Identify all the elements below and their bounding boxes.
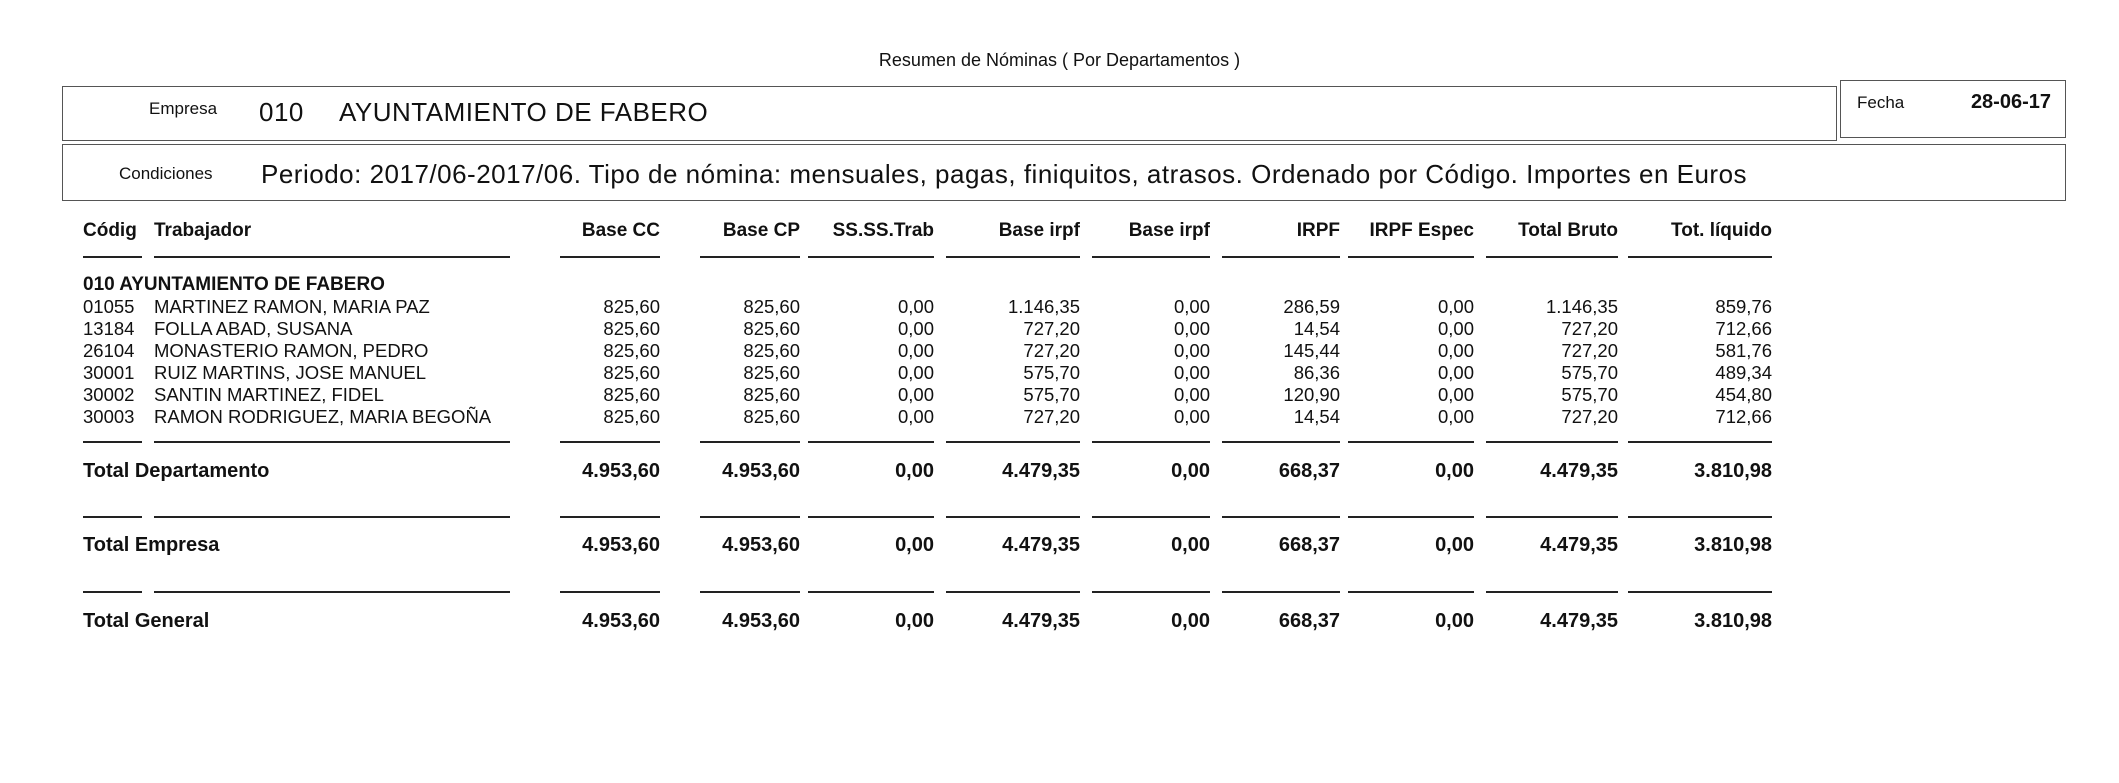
underline-2-1 [154,516,510,518]
cell-value: 0,00 [897,384,934,405]
cell-value: 727,20 [1023,318,1080,339]
cell-codigo: 01055 [83,296,135,317]
underline-1-1 [154,441,510,443]
cell-value: 727,20 [1023,340,1080,361]
cell-value: 825,60 [743,318,800,339]
underline-3-9 [1486,591,1618,593]
cell-codigo: 30002 [83,384,135,405]
total-value: 4.953,60 [582,460,660,482]
total-value: 4.479,35 [1002,460,1080,482]
underline-2-0 [83,516,142,518]
cell-value: 0,00 [897,362,934,383]
cell-value: 825,60 [603,384,660,405]
table-row [0,296,2119,318]
cell-value: 825,60 [603,362,660,383]
cell-trabajador: FOLLA ABAD, SUSANA [154,318,353,339]
total-value: 3.810,98 [1694,610,1772,632]
empresa-name: AYUNTAMIENTO DE FABERO [339,97,709,127]
underline-0-7 [1222,256,1340,258]
cell-value: 14,54 [1293,318,1340,339]
underline-2-8 [1348,516,1474,518]
col-ss-trab: SS.SS.Trab [832,220,934,241]
cell-value: 0,00 [1437,406,1474,427]
cell-value: 0,00 [1173,362,1210,383]
total-value: 4.953,60 [582,534,660,556]
underline-3-6 [1092,591,1210,593]
underline-2-9 [1486,516,1618,518]
cell-value: 727,20 [1561,406,1618,427]
total-value: 4.953,60 [722,610,800,632]
underline-3-1 [154,591,510,593]
cell-value: 120,90 [1283,384,1340,405]
underline-0-10 [1628,256,1772,258]
cell-value: 0,00 [897,340,934,361]
condiciones-text: Periodo: 2017/06-2017/06. Tipo de nómina: mensuales, pagas, finiquitos, atrasos. Ordenado por Código. Importes en Euros [261,159,1748,189]
underline-3-4 [808,591,934,593]
col-codigo: Códig [83,220,137,241]
underline-1-4 [808,441,934,443]
cell-value: 86,36 [1293,362,1340,383]
cell-value: 0,00 [1437,318,1474,339]
underline-0-2 [560,256,660,258]
cell-value: 489,34 [1715,362,1772,383]
cell-value: 0,00 [897,318,934,339]
cell-codigo: 13184 [83,318,135,339]
cell-value: 825,60 [743,362,800,383]
underline-2-6 [1092,516,1210,518]
col-base-cp: Base CP [722,220,800,241]
cell-trabajador: RUIZ MARTINS, JOSE MANUEL [154,362,427,383]
underline-3-2 [560,591,660,593]
cell-value: 454,80 [1715,384,1772,405]
cell-value: 825,60 [603,318,660,339]
underline-0-9 [1486,256,1618,258]
cell-value: 0,00 [897,406,934,427]
empresa-code: 010 [259,97,304,127]
cell-value: 0,00 [1173,340,1210,361]
underline-3-8 [1348,591,1474,593]
total-value: 4.479,35 [1002,534,1080,556]
col-base-cc: Base CC [581,220,660,241]
cell-value: 14,54 [1293,406,1340,427]
cell-value: 0,00 [1437,296,1474,317]
cell-value: 581,76 [1715,340,1772,361]
total-row [0,460,2119,486]
total-value: 0,00 [895,610,934,632]
cell-value: 825,60 [743,384,800,405]
cell-value: 825,60 [603,406,660,427]
underline-2-5 [946,516,1080,518]
cell-value: 0,00 [1437,384,1474,405]
cell-value: 0,00 [1173,406,1210,427]
underline-1-2 [560,441,660,443]
empresa-label: Empresa [149,99,218,118]
cell-value: 825,60 [603,340,660,361]
total-value: 0,00 [1435,460,1474,482]
underline-1-5 [946,441,1080,443]
underline-3-0 [83,591,142,593]
total-value: 4.953,60 [722,534,800,556]
col-irpf: IRPF [1296,220,1340,241]
underline-0-3 [700,256,800,258]
cell-trabajador: MONASTERIO RAMON, PEDRO [154,340,429,361]
cell-value: 727,20 [1023,406,1080,427]
underline-2-4 [808,516,934,518]
condiciones-label: Condiciones [119,164,213,183]
cell-value: 0,00 [1173,384,1210,405]
underline-3-5 [946,591,1080,593]
cell-value: 0,00 [897,296,934,317]
total-value: 4.479,35 [1540,460,1618,482]
cell-value: 825,60 [743,406,800,427]
total-row [0,534,2119,560]
cell-trabajador: SANTIN MARTINEZ, FIDEL [154,384,384,405]
underline-2-7 [1222,516,1340,518]
total-value: 0,00 [1435,534,1474,556]
underline-3-3 [700,591,800,593]
table-row [0,318,2119,340]
total-value: 4.479,35 [1002,610,1080,632]
cell-value: 575,70 [1561,384,1618,405]
cell-value: 0,00 [1437,340,1474,361]
fecha-box [1840,80,2066,138]
cell-value: 145,44 [1283,340,1340,361]
cell-value: 825,60 [743,296,800,317]
underline-1-8 [1348,441,1474,443]
total-value: 0,00 [1171,610,1210,632]
underline-3-7 [1222,591,1340,593]
cell-value: 727,20 [1561,340,1618,361]
underline-0-4 [808,256,934,258]
cell-value: 286,59 [1283,296,1340,317]
cell-value: 575,70 [1023,384,1080,405]
table-row [0,340,2119,362]
total-value: 3.810,98 [1694,534,1772,556]
col-irpf-espec: IRPF Espec [1369,220,1474,241]
underline-0-5 [946,256,1080,258]
cell-value: 1.146,35 [1545,296,1618,317]
total-value: 0,00 [1171,534,1210,556]
underline-2-3 [700,516,800,518]
total-value: 4.479,35 [1540,534,1618,556]
cell-value: 712,66 [1715,318,1772,339]
underline-2-10 [1628,516,1772,518]
cell-value: 825,60 [743,340,800,361]
cell-trabajador: RAMON RODRIGUEZ, MARIA BEGOÑA [154,406,492,427]
total-row [0,610,2119,636]
total-value: 0,00 [895,460,934,482]
col-base-irpf-1: Base irpf [998,220,1080,241]
cell-codigo: 26104 [83,340,135,361]
underline-1-10 [1628,441,1772,443]
report-title: Resumen de Nóminas ( Por Departamentos ) [878,50,1241,70]
total-label: Total General [83,610,210,632]
underline-1-7 [1222,441,1340,443]
underline-0-8 [1348,256,1474,258]
cell-trabajador: MARTINEZ RAMON, MARIA PAZ [154,296,430,317]
cell-value: 712,66 [1715,406,1772,427]
total-value: 4.953,60 [582,610,660,632]
department-heading: 010 AYUNTAMIENTO DE FABERO [83,274,385,295]
underline-1-0 [83,441,142,443]
fecha-label: Fecha [1857,93,1905,112]
total-value: 668,37 [1278,460,1340,482]
underline-1-9 [1486,441,1618,443]
cell-value: 727,20 [1561,318,1618,339]
underline-0-0 [83,256,142,258]
cell-value: 825,60 [603,296,660,317]
fecha-value: 28-06-17 [1970,91,2051,113]
col-trabajador: Trabajador [154,220,252,241]
table-row [0,406,2119,428]
total-value: 0,00 [1435,610,1474,632]
cell-value: 1.146,35 [1007,296,1080,317]
col-total-bruto: Total Bruto [1518,220,1618,241]
cell-codigo: 30001 [83,362,135,383]
underline-1-6 [1092,441,1210,443]
table-row [0,384,2119,406]
total-value: 3.810,98 [1694,460,1772,482]
cell-value: 575,70 [1561,362,1618,383]
underline-3-10 [1628,591,1772,593]
cell-value: 859,76 [1715,296,1772,317]
empresa-box [62,86,1837,141]
total-value: 4.953,60 [722,460,800,482]
underline-0-6 [1092,256,1210,258]
cell-value: 575,70 [1023,362,1080,383]
cell-codigo: 30003 [83,406,135,427]
total-label: Total Empresa [83,534,220,556]
underline-1-3 [700,441,800,443]
total-label: Total Departamento [83,460,270,482]
cell-value: 0,00 [1173,318,1210,339]
cell-value: 0,00 [1173,296,1210,317]
condiciones-box [62,144,2066,201]
col-tot-liquido: Tot. líquido [1671,220,1772,241]
table-row [0,362,2119,384]
col-base-irpf-2: Base irpf [1128,220,1210,241]
total-value: 668,37 [1278,610,1340,632]
total-value: 0,00 [1171,460,1210,482]
total-value: 0,00 [895,534,934,556]
total-value: 668,37 [1278,534,1340,556]
total-value: 4.479,35 [1540,610,1618,632]
underline-2-2 [560,516,660,518]
cell-value: 0,00 [1437,362,1474,383]
underline-0-1 [154,256,510,258]
